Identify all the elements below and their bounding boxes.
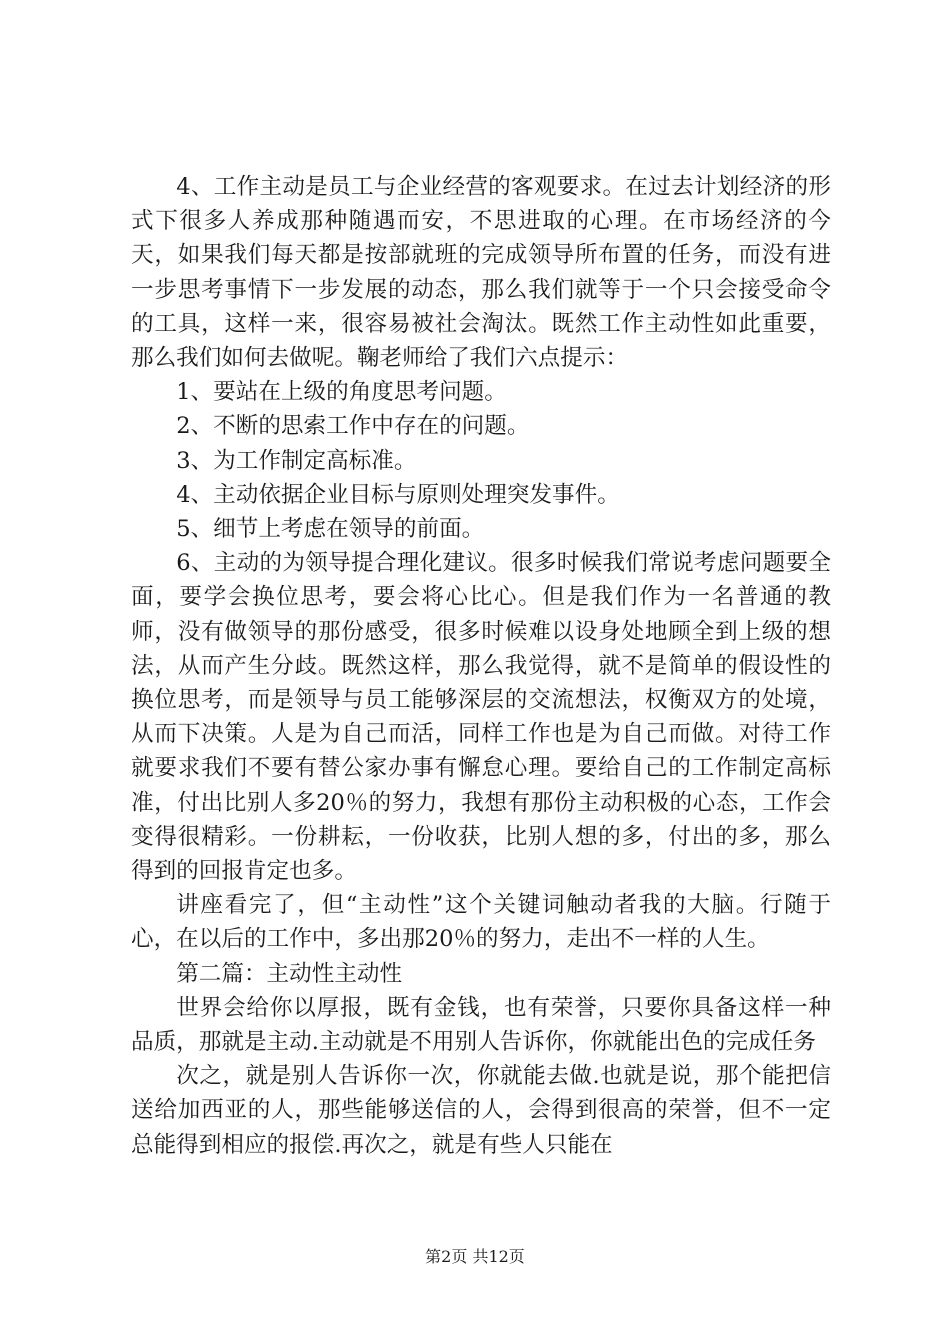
paragraph-continued: 次之，就是别人告诉你一次，你就能去做.也就是说，那个能把信送给加西亚的人，那些能够送信的人，会得到很高的荣誉，但不一定总能得到相应的报偿.再次之，就是有些人只能在: [131, 1063, 831, 1158]
list-item-1: 1、要站在上级的角度思考问题。: [176, 379, 507, 406]
paragraph-conclusion: 讲座看完了，但“主动性”这个关键词触动者我的大脑。行随于心，在以后的工作中，多出那20％的努力，走出不一样的人生。: [131, 892, 831, 953]
list-item-2: 2、不断的思索工作中存在的问题。: [176, 413, 530, 440]
section-heading: 第二篇：主动性主动性: [176, 960, 403, 987]
list-item-4: 4、主动依据企业目标与原则处理突发事件。: [176, 481, 620, 508]
paragraph-intro: 世界会给你以厚报，既有金钱，也有荣誉，只要你具备这样一种品质，那就是主动.主动就是不用别人告诉你，你就能出色的完成任务: [131, 994, 831, 1056]
paragraph-point-4: 4、工作主动是员工与企业经营的客观要求。在过去计划经济的形式下很多人养成那种随遇而安，不思进取的心理。在市场经济的今天，如果我们每天都是按部就班的完成领导所布置的任务，而没有进一步思考事情下一步发展的动态，那么我们就等于一个只会接受命令的工具，这样一来，很容易被社会淘汰。既然工作主动性如此重要，那么我们如何去做呢。鞠老师给了我们六点提示：: [131, 174, 831, 372]
list-item-6: 6、主动的为领导提合理化建议。很多时候我们常说考虑问题要全面，要学会换位思考，要会将心比心。但是我们作为一名普通的教师，没有做领导的那份感受，很多时候难以设身处地顾全到上级的想法，从而产生分歧。既然这样，那么我觉得，就不是简单的假设性的换位思考，而是领导与员工能够深层的交流想法，权衡双方的处境，从而下决策。人是为自己而活，同样工作也是为自己而做。对待工作就要求我们不要有替公家办事有懈怠心理。要给自己的工作制定高标准，付出比别人多20％的努力，我想有那份主动积极的心态，工作会变得很精彩。一份耕耘，一份收获，比别人想的多，付出的多，那么得到的回报肯定也多。: [131, 550, 831, 885]
page-footer: 第2页 共12页: [425, 1247, 525, 1266]
document-body: [131, 170, 831, 1162]
list-item-5: 5、细节上考虑在领导的前面。: [176, 516, 485, 543]
list-item-3: 3、为工作制定高标准。: [176, 447, 417, 474]
